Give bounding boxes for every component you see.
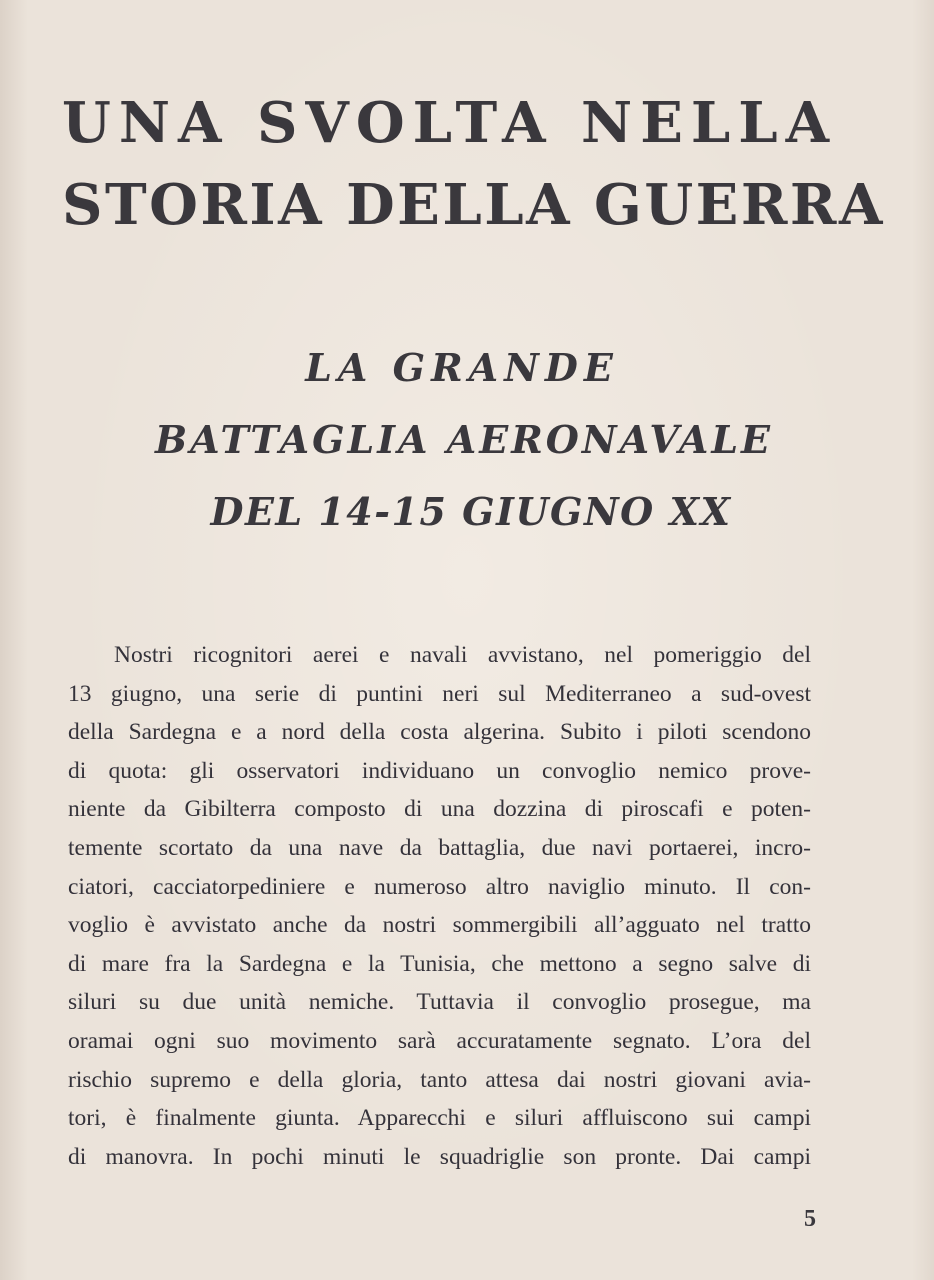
body-line: oramai ogni suo movimento sarà accuratamente segnato. L’ora del — [68, 1027, 811, 1054]
body-line: siluri su due unità nemiche. Tuttavia il convoglio prosegue, ma — [68, 989, 811, 1016]
body-line: di quota: gli osservatori individuano un convoglio nemico prove- — [68, 757, 811, 784]
body-line: tori, è finalmente giunta. Apparecchi e siluri affluiscono sui campi — [68, 1105, 811, 1132]
main-title-line-2: STORIA DELLA GUERRA — [62, 172, 885, 238]
body-line: 13 giugno, una serie di puntini neri sul Mediterraneo a sud-ovest — [68, 680, 811, 707]
page-number: 5 — [804, 1206, 816, 1232]
body-line: di mare fra la Sardegna e la Tunisia, che mettono a segno salve di — [68, 950, 811, 977]
subtitle-line-3: DEL 14-15 GIUGNO XX — [210, 489, 732, 534]
body-line: niente da Gibilterra composto di una dozzina di piroscafi e poten- — [68, 796, 811, 823]
body-line: temente scortato da una nave da battaglia, due navi portaerei, incro- — [68, 834, 811, 861]
subtitle — [0, 332, 934, 548]
main-title — [62, 82, 885, 246]
subtitle-line-1: LA GRANDE — [305, 345, 619, 390]
body-line: rischio supremo e della gloria, tanto attesa dai nostri giovani avia- — [68, 1066, 811, 1093]
body-line: della Sardegna e a nord della costa algerina. Subito i piloti scendono — [68, 719, 811, 746]
subtitle-line-2: BATTAGLIA AERONAVALE — [154, 417, 774, 462]
body-line: di manovra. In pochi minuti le squadriglie son pronte. Dai campi — [68, 1143, 811, 1170]
body-paragraph — [68, 636, 811, 1176]
body-line: ciatori, cacciatorpediniere e numeroso altro naviglio minuto. Il con- — [68, 873, 811, 900]
body-line: voglio è avvistato anche da nostri sommergibili all’agguato nel tratto — [68, 912, 811, 939]
body-line: Nostri ricognitori aerei e navali avvistano, nel pomeriggio del — [114, 642, 811, 668]
main-title-line-1: UNA SVOLTA NELLA — [62, 90, 838, 156]
